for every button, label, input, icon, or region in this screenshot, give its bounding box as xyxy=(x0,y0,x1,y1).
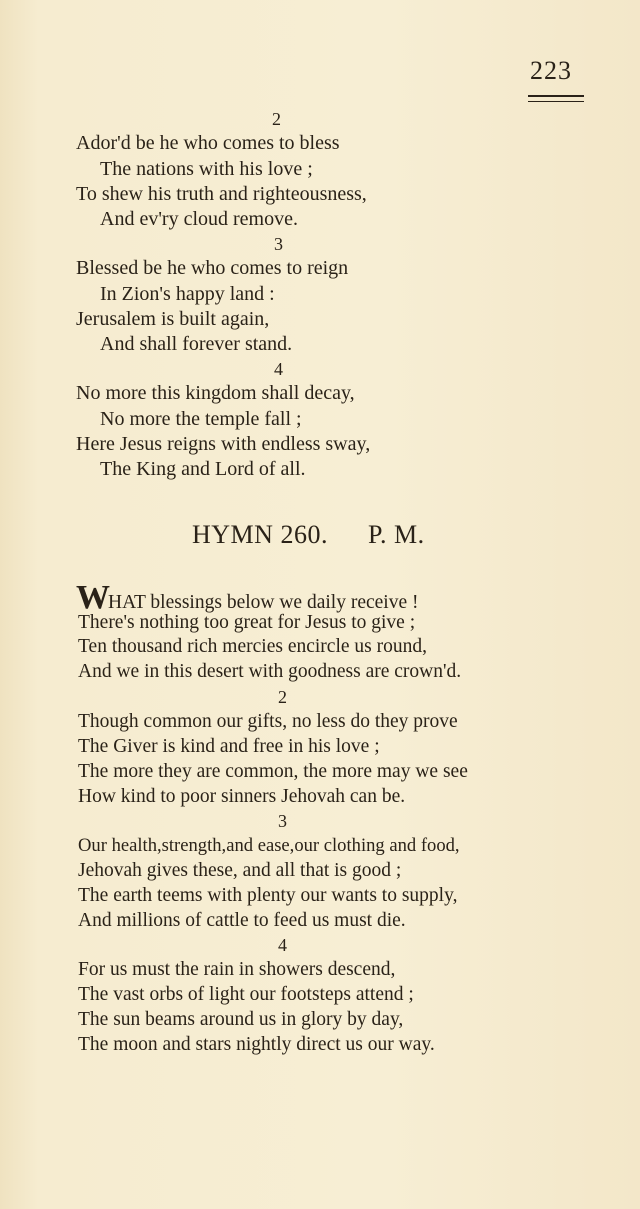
verse-line: No more this kingdom shall decay, xyxy=(76,382,355,404)
hymn-heading xyxy=(192,520,425,550)
verse-line: For us must the rain in showers descend, xyxy=(78,959,396,980)
verse-line: The nations with his love ; xyxy=(100,158,313,180)
verse-line: No more the temple fall ; xyxy=(100,408,302,430)
page-number: 223 xyxy=(530,56,572,85)
verse-line: How kind to poor sinners Jehovah can be. xyxy=(78,786,406,807)
verse-line: And ev'ry cloud remove. xyxy=(100,208,298,230)
verse-line: Jerusalem is built again, xyxy=(76,308,270,330)
verse-line: The sun beams around us in glory by day, xyxy=(78,1009,404,1030)
verse-line: In Zion's happy land : xyxy=(100,283,275,305)
verse-line: Ten thousand rich mercies encircle us round, xyxy=(78,636,427,657)
verse-line: The vast orbs of light our footsteps attend ; xyxy=(78,984,414,1005)
stanza-number: 4 xyxy=(274,359,283,379)
verse-line: And we in this desert with goodness are crown'd. xyxy=(78,661,462,682)
hymn-title: HYMN 260. xyxy=(192,520,328,549)
stanza-number: 2 xyxy=(278,687,287,707)
verse-line: And shall forever stand. xyxy=(100,333,293,355)
verse-line: Blessed be he who comes to reign xyxy=(76,257,349,279)
verse-line: To shew his truth and righteousness, xyxy=(76,183,367,205)
verse-line: Ador'd be he who comes to bless xyxy=(76,132,340,154)
stanza-number: 2 xyxy=(272,109,281,129)
verse-line-text: HAT blessings below we daily receive ! xyxy=(108,592,419,613)
page-number-rule-thin xyxy=(528,101,584,102)
verse-line: Jehovah gives these, and all that is good ; xyxy=(78,860,402,881)
hymn-meter: P. M. xyxy=(367,520,425,549)
verse-line: There's nothing too great for Jesus to give ; xyxy=(78,612,416,633)
stanza-number: 4 xyxy=(278,935,287,955)
page-number-rule xyxy=(528,95,584,97)
verse-line: The moon and stars nightly direct us our way. xyxy=(78,1034,435,1055)
verse-line: The more they are common, the more may we see xyxy=(78,761,468,782)
verse-line: The Giver is kind and free in his love ; xyxy=(78,736,380,757)
drop-cap: W xyxy=(76,579,108,616)
verse-line: And millions of cattle to feed us must die. xyxy=(78,910,406,931)
stanza-number: 3 xyxy=(274,234,283,254)
stanza-number: 3 xyxy=(278,811,287,831)
verse-line: Though common our gifts, no less do they prove xyxy=(78,711,458,732)
verse-line: The King and Lord of all. xyxy=(100,458,306,480)
verse-line: The earth teems with plenty our wants to supply, xyxy=(78,885,458,906)
verse-line: Here Jesus reigns with endless sway, xyxy=(76,433,371,455)
verse-line: Our health,strength,and ease,our clothing and food, xyxy=(78,835,460,856)
